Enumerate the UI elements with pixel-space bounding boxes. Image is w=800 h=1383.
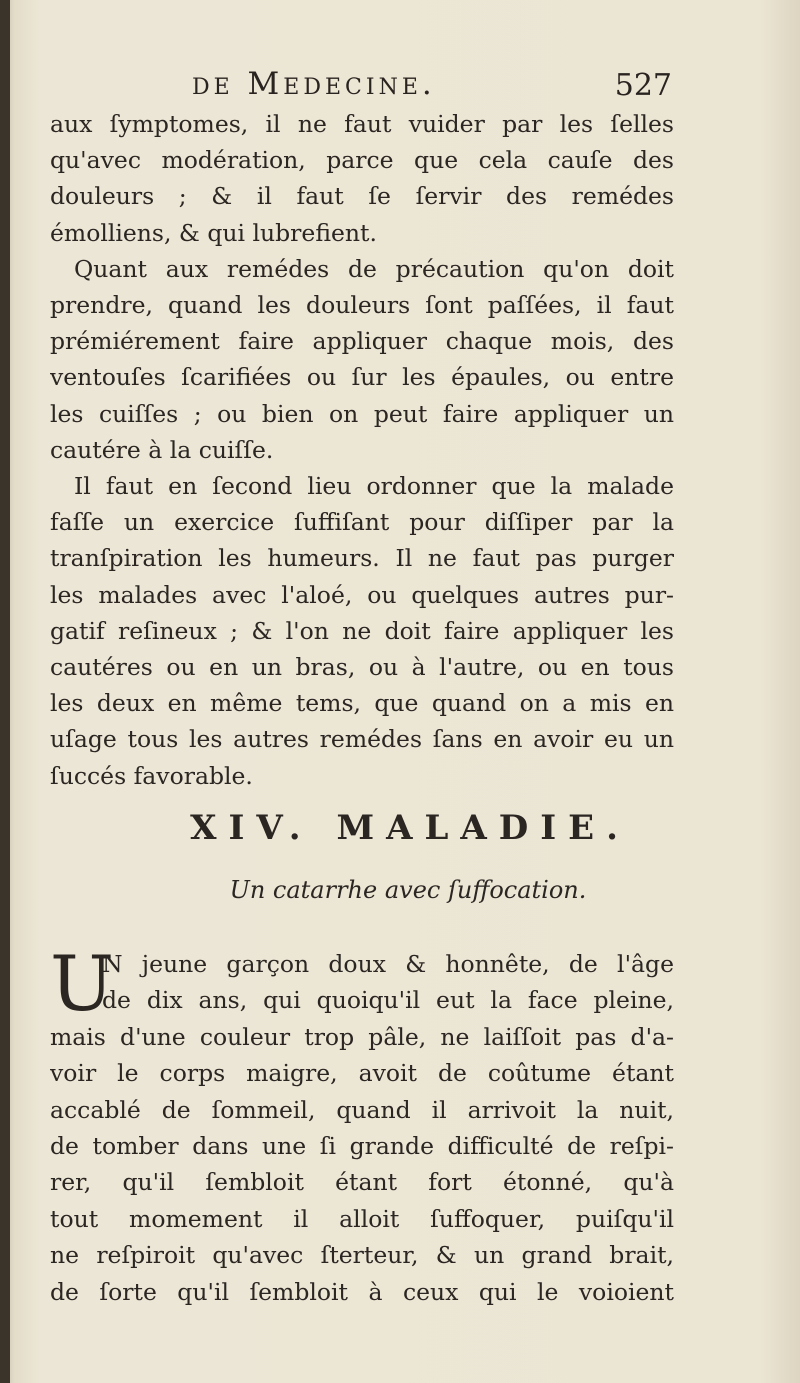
body-text (50, 106, 674, 794)
text-line: prémiérement faire appliquer chaque mois, des (50, 327, 674, 356)
text-line: émolliens, & qui lubrefient. (50, 218, 377, 247)
text-line: uſage tous les autres remédes ſans en avoir eu un (50, 725, 674, 754)
paragraph-1 (50, 106, 674, 251)
text-line: douleurs ; & il faut ſe ſervir des remédes (50, 182, 674, 211)
text-line: Il faut en ſecond lieu ordonner que la malade (74, 472, 674, 501)
text-line: les cuiſſes ; ou bien on peut faire appliquer un (50, 399, 674, 428)
chapter-subtitle: Un catarrhe avec ſuffocation. (229, 876, 587, 904)
text-line: N jeune garçon doux & honnête, de l'âge (102, 950, 674, 978)
paragraph-3 (50, 468, 674, 794)
text-line: les malades avec l'aloé, ou quelques autres pur- (50, 580, 674, 609)
text-line: accablé de ſommeil, quand il arrivoit la nuit, (50, 1095, 674, 1124)
text-line: de ſorte qu'il ſembloit à ceux qui le voioient (50, 1277, 674, 1306)
text-line: prendre, quand les douleurs ſont paſſées, il faut (50, 291, 674, 320)
section-text (50, 939, 674, 1310)
text-line: de dix ans, qui quoiqu'il eut la face pleine, (102, 986, 674, 1015)
running-head: de Medecine. (192, 66, 436, 102)
text-line: voir le corps maigre, avoit de coûtume étant (50, 1059, 674, 1088)
text-line: aux ſymptomes, il ne faut vuider par les ſelles (50, 110, 674, 138)
chapter-title: XIV. MALADIE. (190, 808, 630, 848)
text-line: faſſe un exercice ſuffiſant pour diſſiper par la (50, 508, 674, 537)
text-line: tranſpiration les humeurs. Il ne faut pas purger (50, 544, 674, 573)
text-line: rer, qu'il ſembloit étant fort étonné, qu'à (50, 1168, 674, 1197)
page-header (192, 66, 672, 110)
text-line: mais d'une couleur trop pâle, ne laiſſoit pas d'a- (50, 1022, 674, 1051)
text-line: gatif reſineux ; & l'on ne doit faire appliquer les (50, 616, 674, 645)
text-line: qu'avec modération, parce que cela cauſe des (50, 146, 674, 175)
text-line: de tomber dans une ſi grande difficulté de reſpi- (50, 1132, 674, 1161)
text-line: les deux en même tems, que quand on a mis en (50, 689, 674, 718)
text-line: cautére à la cuiſſe. (50, 435, 274, 464)
page-number: 527 (614, 68, 672, 103)
text-line: tout momement il alloit ſuffoquer, puiſqu'il (50, 1204, 674, 1233)
paragraph-2 (50, 251, 674, 468)
text-line: ſuccés favorable. (50, 761, 253, 790)
text-line: cautéres ou en un bras, ou à l'autre, ou en tous (50, 653, 674, 682)
drop-cap: U (50, 939, 115, 1028)
text-line: ne reſpiroit qu'avec ſterteur, & un grand brait, (50, 1241, 674, 1270)
text-line: Quant aux remédes de précaution qu'on doit (74, 254, 674, 283)
text-line: ventouſes ſcarifiées ou ſur les épaules, ou entre (50, 363, 674, 392)
binding-shadow (0, 0, 10, 1383)
